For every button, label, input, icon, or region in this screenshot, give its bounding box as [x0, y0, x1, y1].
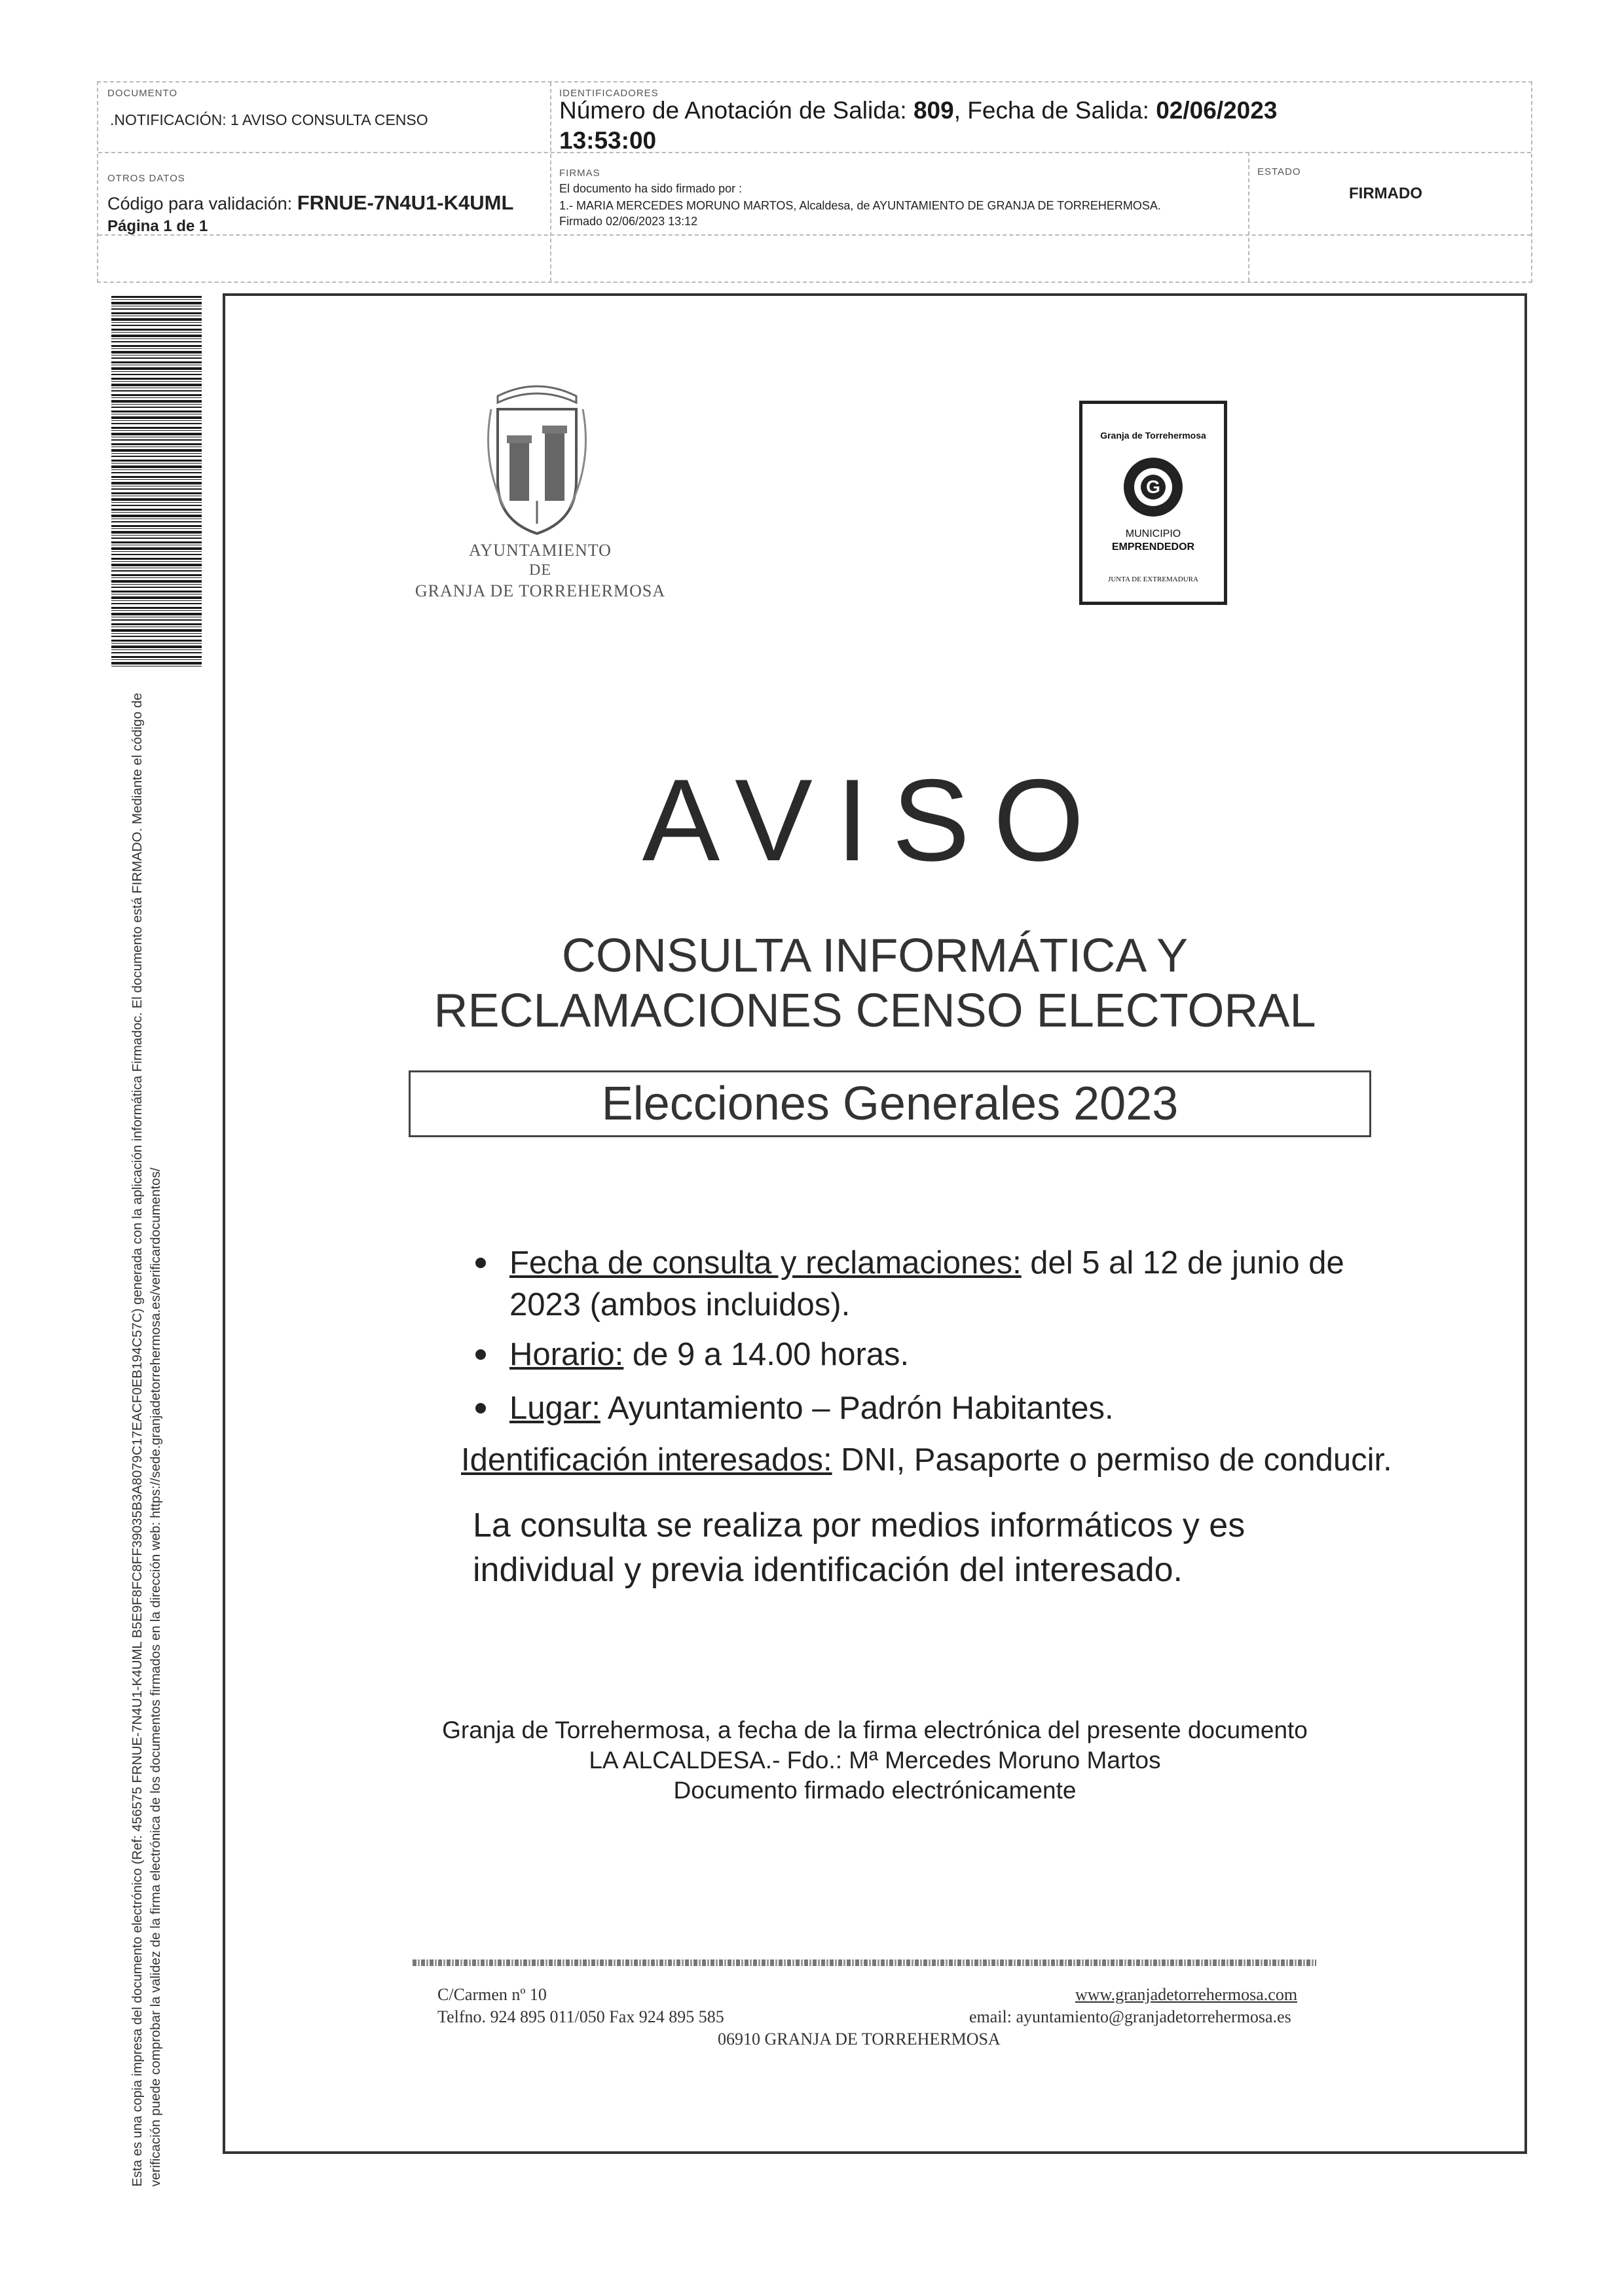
- footer-address: C/Carmen nº 10: [437, 1985, 547, 2004]
- documento-caption: DOCUMENTO: [107, 88, 178, 99]
- horario-label: Horario:: [509, 1337, 624, 1372]
- codigo-value: FRNUE-7N4U1-K4UML: [297, 191, 514, 214]
- bullet-dot: [475, 1403, 486, 1413]
- municipio-emprendedor-badge: [1079, 401, 1227, 605]
- footer-divider: [413, 1959, 1316, 1966]
- header-divider: [98, 152, 1531, 153]
- notice-subtitle: [223, 928, 1527, 1038]
- notice-title: AVISO: [642, 755, 1108, 885]
- anotacion-line: [559, 97, 1277, 124]
- para-line-1: La consulta se realiza por medios informáticos y es: [473, 1506, 1246, 1544]
- identificacion-text: DNI, Pasaporte o permiso de conducir.: [832, 1442, 1392, 1478]
- anotacion-time: 13:53:00: [559, 127, 657, 154]
- document-header-table: [97, 81, 1532, 283]
- crest-text-line-1: AYUNTAMIENTO: [469, 541, 612, 560]
- signature-line-2: LA ALCALDESA.- Fdo.: Mª Mercedes Moruno Martos: [589, 1747, 1161, 1774]
- bullet-fecha: [509, 1242, 1344, 1326]
- documento-value: .NOTIFICACIÓN: 1 AVISO CONSULTA CENSO: [110, 111, 428, 128]
- verification-side-text: [128, 693, 165, 2187]
- fecha-text: del 5 al 12 de junio de: [1021, 1245, 1344, 1281]
- footer-email[interactable]: email: ayuntamiento@granjadetorrehermosa.es: [969, 2007, 1291, 2026]
- anotacion-number: 809: [913, 97, 954, 124]
- signature-line-1: Granja de Torrehermosa, a fecha de la firma electrónica del presente documento: [442, 1717, 1308, 1743]
- fecha-text-2: 2023 (ambos incluidos).: [509, 1287, 851, 1322]
- emprendedor-logo-icon: G: [1124, 458, 1183, 517]
- para-line-2: individual y previa identificación del interesado.: [473, 1551, 1183, 1589]
- estado-value: FIRMADO: [1349, 185, 1422, 202]
- codigo-label: Código para validación:: [107, 194, 297, 213]
- otros-datos-caption: OTROS DATOS: [107, 173, 185, 184]
- footer-phone: Telfno. 924 895 011/050 Fax 924 895 585: [437, 2007, 724, 2026]
- bullet-lugar: [509, 1387, 1114, 1429]
- fecha-label: Fecha de consulta y reclamaciones:: [509, 1245, 1022, 1281]
- firmas-line-2: 1.- MARIA MERCEDES MORUNO MARTOS, Alcaldesa, de AYUNTAMIENTO DE GRANJA DE TORREHERMOSA.: [559, 199, 1161, 212]
- subtitle-line-2: RECLAMACIONES CENSO ELECTORAL: [434, 985, 1316, 1037]
- crest-text-line-3: GRANJA DE TORREHERMOSA: [415, 581, 666, 600]
- badge-line-2: EMPRENDEDOR: [1111, 541, 1195, 553]
- identificacion-line: [461, 1439, 1392, 1481]
- pagina-label: Página 1 de 1: [107, 217, 208, 235]
- bullet-dot: [475, 1349, 486, 1360]
- badge-line-1: MUNICIPIO: [1125, 528, 1181, 539]
- consulta-paragraph: [473, 1503, 1390, 1592]
- anotacion-date: 02/06/2023: [1156, 97, 1278, 124]
- badge-title: Granja de Torrehermosa: [1100, 430, 1206, 441]
- bullet-horario: [509, 1334, 909, 1376]
- lugar-text: Ayuntamiento – Padrón Habitantes.: [600, 1391, 1114, 1426]
- side-text-line-2: verificación puede comprobar la validez de la firma electrónica de los documentos firmados en la dirección web: https://sede.granjadetorrehermosa.es/verificardocumentos/: [148, 1167, 163, 2187]
- lugar-label: Lugar:: [509, 1391, 600, 1426]
- horario-text: de 9 a 14.00 horas.: [623, 1337, 910, 1372]
- signature-line-3: Documento firmado electrónicamente: [673, 1777, 1077, 1804]
- subtitle-line-1: CONSULTA INFORMÁTICA Y: [561, 930, 1189, 982]
- badge-line-3: JUNTA DE EXTREMADURA: [1108, 575, 1198, 583]
- elecciones-box: Elecciones Generales 2023: [409, 1070, 1371, 1137]
- firmas-line-1: El documento ha sido firmado por :: [559, 182, 743, 195]
- anotacion-prefix: Número de Anotación de Salida:: [559, 97, 913, 124]
- verification-barcode: [111, 296, 202, 668]
- identificacion-label: Identificación interesados:: [461, 1442, 832, 1478]
- signature-block: [223, 1715, 1527, 1806]
- footer-web-link[interactable]: www.granjadetorrehermosa.com: [1075, 1985, 1298, 2004]
- header-divider: [550, 82, 551, 282]
- header-divider: [1248, 152, 1249, 282]
- municipal-crest-logo: [478, 370, 596, 540]
- codigo-validacion: [107, 191, 513, 215]
- header-divider: [98, 234, 1531, 236]
- estado-caption: ESTADO: [1257, 166, 1301, 177]
- footer-city: 06910 GRANJA DE TORREHERMOSA: [718, 2030, 1001, 2049]
- firmas-caption: FIRMAS: [559, 168, 600, 179]
- anotacion-mid: , Fecha de Salida:: [953, 97, 1156, 124]
- crest-text-line-2: DE: [529, 562, 551, 579]
- firmas-line-3: Firmado 02/06/2023 13:12: [559, 215, 698, 228]
- bullet-dot: [475, 1258, 486, 1268]
- identificadores-caption: IDENTIFICADORES: [559, 88, 659, 99]
- side-text-line-1: Esta es una copia impresa del documento electrónico (Ref: 456575 FRNUE-7N4U1-K4UML B5E9F8FC8FF39035B3A8079C17EACF0EB194C57C) generada con la aplicación informática Firmadoc. El documento está FIRMADO. Mediante el código de: [130, 693, 145, 2187]
